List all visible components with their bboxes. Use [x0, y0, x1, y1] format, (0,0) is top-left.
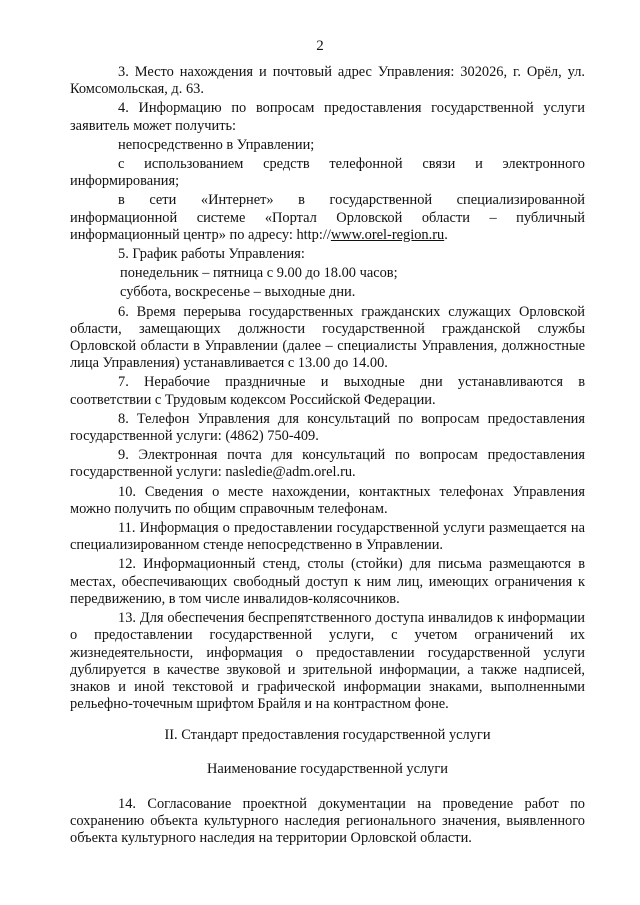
- paragraph-4: 4. Информацию по вопросам предоставления государственной услуги заявитель может получить:: [70, 100, 585, 134]
- paragraph-6: 6. Время перерыва государственных гражданских служащих Орловской области, замещающих должности государственной гражданской службы Орловской области в Управлении (далее – специалисты Управления, должностные лица Управления) устанавливается с 13.00 до 14.00.: [70, 303, 585, 372]
- paragraph-5-weekdays: понедельник – пятница с 9.00 до 18.00 часов;: [120, 265, 398, 282]
- paragraph-5-weekend: суббота, воскресенье – выходные дни.: [120, 284, 356, 301]
- paragraph-4-item-1: непосредственно в Управлении;: [118, 136, 315, 153]
- paragraph-4-item-3-end: .: [444, 226, 448, 243]
- paragraph-13: 13. Для обеспечения беспрепятственного доступа инвалидов к информации о предоставлении государственной услуги, с учетом ограничений их жизнедеятельности, информация о предоставлении государственной услуги дублируется в качестве звуковой и зрительной информации, а также надписей, знаков и иной текстовой и графической информации знаками, выполненными рельефно-точечным шрифтом Брайля и на контрастном фоне.: [70, 610, 585, 713]
- document-body: [70, 64, 585, 849]
- paragraph-14: 14. Согласование проектной документации на проведение работ по сохранению объекта культурного наследия регионального значения, выявленного объекта культурного наследия на территории Орловской области.: [70, 795, 585, 847]
- paragraph-12: 12. Информационный стенд, столы (стойки) для письма размещаются в местах, обеспечивающих свободный доступ к ним лиц, имеющих ограничения к передвижению, в том числе инвалидов-колясочников.: [70, 556, 585, 607]
- paragraph-4-item-3-text: в сети «Интернет» в государственной специализированной информационной системе «Портал Орловской области – публичный информационный центр» по адресу: http://: [70, 192, 585, 243]
- subsection-heading: Наименование государственной услуги: [207, 760, 448, 777]
- paragraph-4-item-2: с использованием средств телефонной связи и электронного информирования;: [70, 156, 585, 190]
- paragraph-3: 3. Место нахождения и почтовый адрес Управления: 302026, г. Орёл, ул. Комсомольская, д. 63.: [70, 64, 585, 98]
- paragraph-10: 10. Сведения о месте нахождении, контактных телефонах Управления можно получить по общим справочным телефонам.: [70, 483, 585, 517]
- paragraph-8: 8. Телефон Управления для консультаций по вопросам предоставления государственной услуги: (4862) 750-409.: [70, 410, 585, 445]
- portal-link[interactable]: www.orel-region.ru: [330, 226, 445, 243]
- page-number: 2: [316, 38, 324, 54]
- paragraph-5: 5. График работы Управления:: [118, 246, 305, 263]
- paragraph-4-item-3: [70, 192, 585, 244]
- paragraph-7: 7. Нерабочие праздничные и выходные дни устанавливаются в соответствии с Трудовым кодексом Российской Федерации.: [70, 374, 585, 408]
- section-heading: II. Стандарт предоставления государственной услуги: [164, 727, 491, 744]
- paragraph-9: 9. Электронная почта для консультаций по вопросам предоставления государственной услуги: nasledie@adm.orel.ru.: [70, 447, 585, 481]
- paragraph-11: 11. Информация о предоставлении государственной услуги размещается на специализированном стенде непосредственно в Управлении.: [70, 520, 585, 554]
